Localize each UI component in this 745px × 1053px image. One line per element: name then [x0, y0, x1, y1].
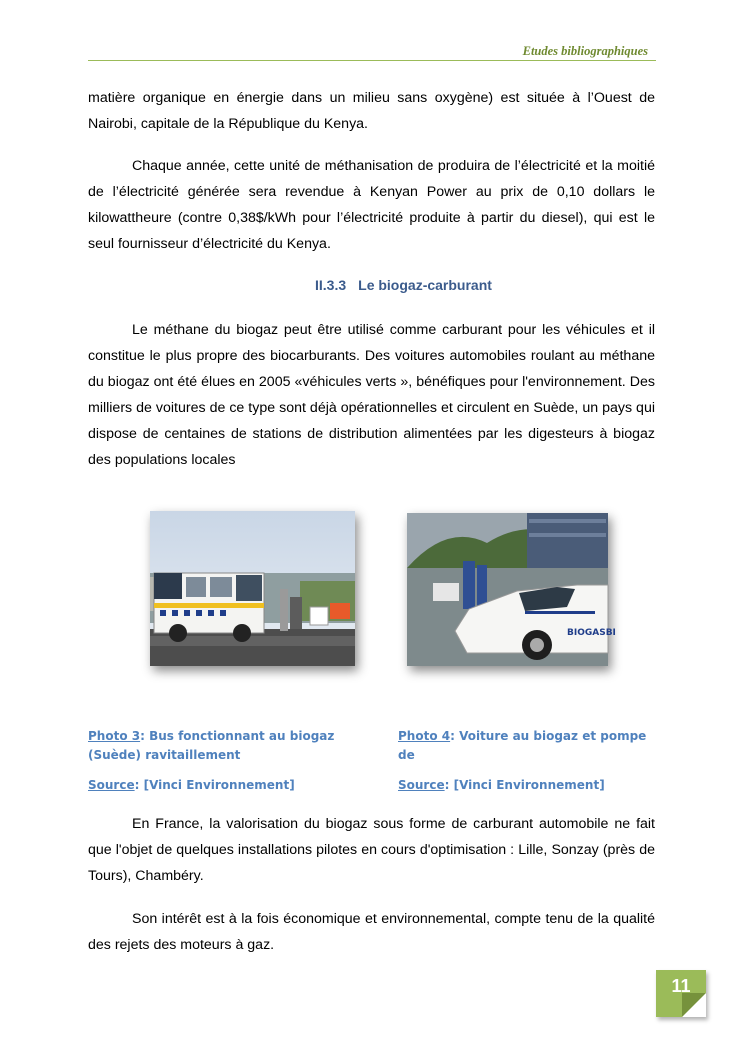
- source-photo-4-label: Source: [398, 778, 445, 792]
- caption-photo-4-label: Photo 4: [398, 729, 451, 743]
- photo-car-illustration: [407, 513, 616, 666]
- bus-shape: [154, 573, 264, 642]
- source-photo-4: [398, 776, 605, 795]
- page-number-badge: [656, 970, 706, 1017]
- caption-photo-3-label: Photo 3: [88, 729, 141, 743]
- caption-photo-3-text: : Bus fonctionnant au biogaz (Suède) ravitaillement: [88, 729, 335, 762]
- source-photo-3: [88, 776, 295, 795]
- paragraph-interest: Son intérêt est à la fois économique et environnemental, compte tenu de la qualité des rejets des moteurs à gaz.: [88, 911, 655, 953]
- source-photo-4-text: : [Vinci Environnement]: [444, 778, 605, 792]
- photo-car-biogas: [407, 513, 616, 666]
- header-rule: [88, 60, 656, 61]
- source-photo-3-text: : [Vinci Environnement]: [134, 778, 295, 792]
- paragraph-kenya-electricity: Chaque année, cette unité de méthanisation de produira de l’électricité et la moitié de l’électricité générée sera revendue à Kenyan Power au prix de 0,10 dollars le kilowattheure (contre 0,38$/kWh pour l’électricité produite à partir du diesel), qui est le seul fournisseur d’électricité du Kenya.: [88, 158, 655, 252]
- photo-bus-illustration: [150, 511, 355, 666]
- caption-photo-3: [88, 727, 380, 765]
- paragraph-biogas-fuel: Le méthane du biogaz peut être utilisé comme carburant pour les véhicules et il constitue le plus propre des biocarburants. Des voitures automobiles roulant au méthane du biogaz ont été élues en 2005 «véhicules verts », bénéfiques pour l'environnement. Des milliers de voitures de ce type sont déjà opérationnelles et circulent en Suède, un pays qui dispose de centaines de stations de distribution alimentées par les digesteurs à biogaz des populations locales: [88, 322, 655, 468]
- paragraph-nairobi: matière organique en énergie dans un milieu sans oxygène) est située à l’Ouest de Nairobi, capitale de la République du Kenya.: [88, 90, 655, 132]
- car-livery-text: BIOGASBI: [567, 628, 616, 638]
- paragraph-france: En France, la valorisation du biogaz sous forme de carburant automobile ne fait que l'objet de quelques installations pilotes en cours d'optimisation : Lille, Sonzay (près de Tours), Chambéry.: [88, 816, 655, 884]
- section-heading: [315, 277, 492, 293]
- section-title: Le biogaz-carburant: [358, 277, 492, 293]
- photo-bus-biogas: [150, 511, 355, 666]
- source-photo-3-label: Source: [88, 778, 135, 792]
- page-number: 11: [671, 976, 691, 996]
- caption-photo-4-text: : Voiture au biogaz et pompe de: [398, 729, 647, 762]
- section-number: II.3.3: [315, 277, 347, 293]
- caption-photo-4: [398, 727, 658, 765]
- running-header-title: Etudes bibliographiques: [522, 44, 648, 58]
